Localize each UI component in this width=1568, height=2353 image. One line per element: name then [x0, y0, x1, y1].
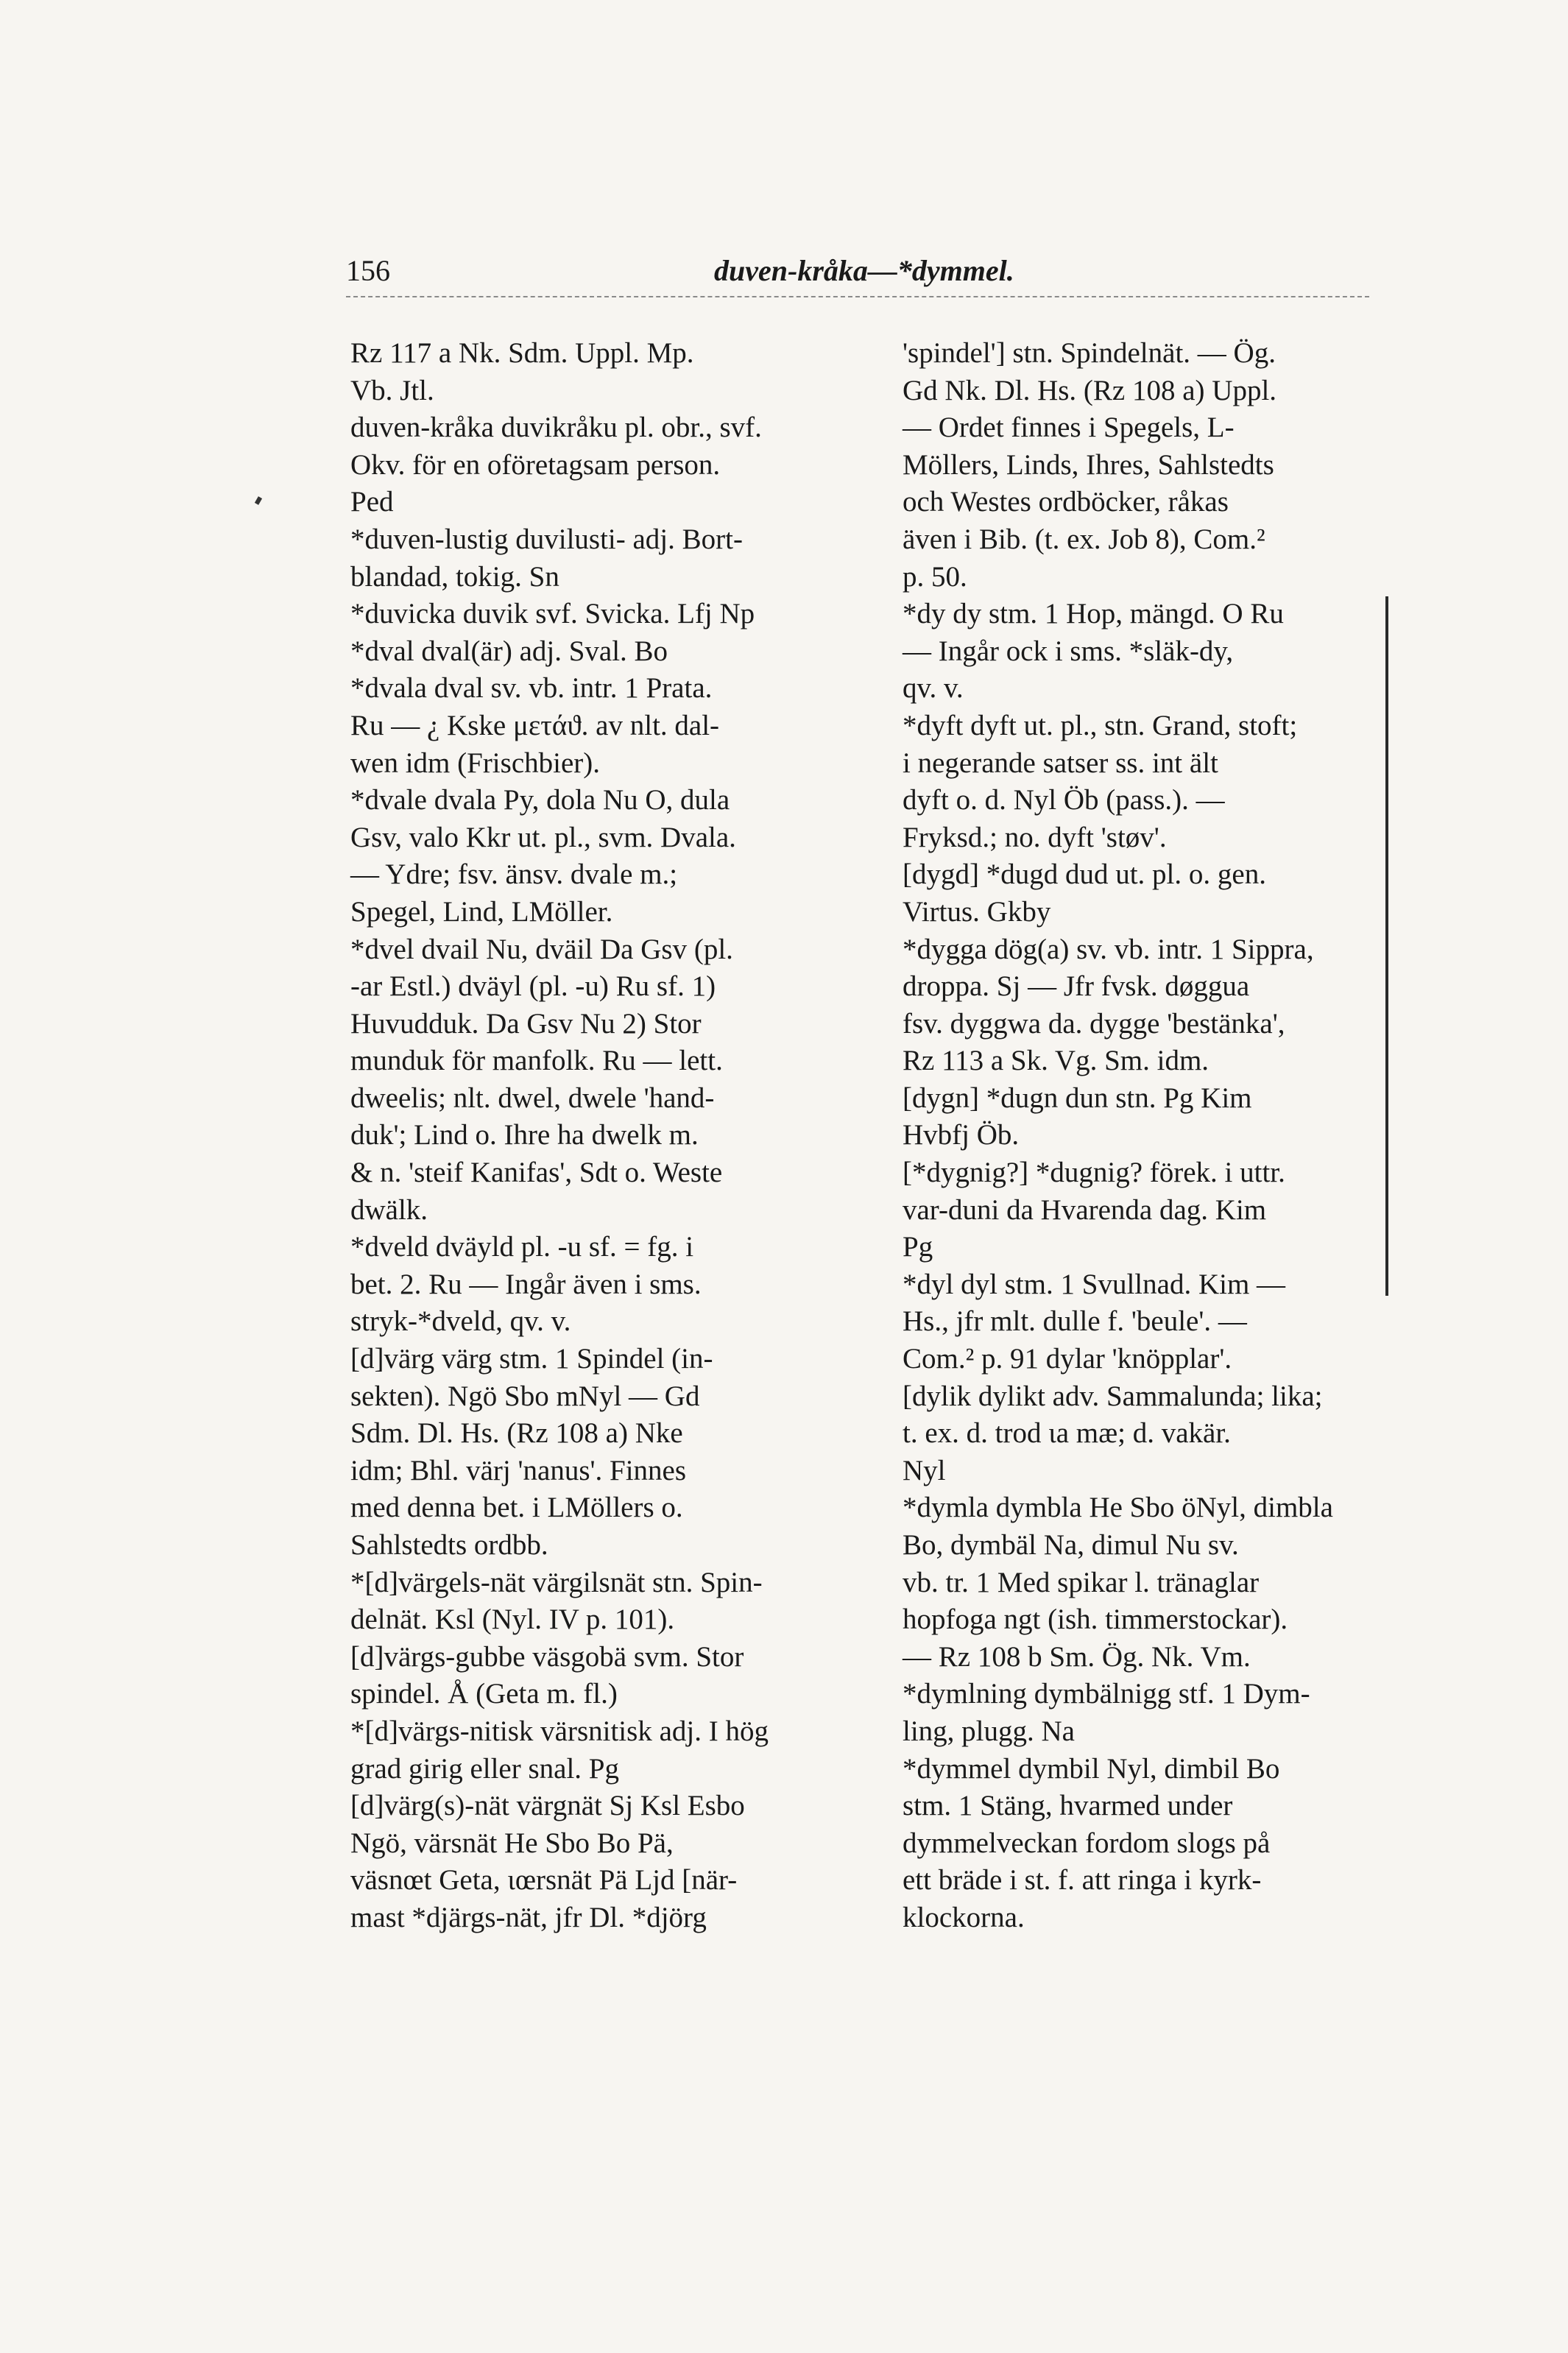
text-line: droppa. Sj — Jfr fvsk. døggua [903, 970, 1250, 1003]
margin-bar [1385, 596, 1388, 1296]
text-line: [d]värgs-gubbe väsgobä svm. Stor [350, 1640, 744, 1673]
text-line: *dyl dyl stm. 1 Svullnad. Kim — [903, 1268, 1286, 1300]
text-line: Nyl [903, 1454, 946, 1486]
text-line: stm. 1 Stäng, hvarmed under [903, 1790, 1233, 1822]
text-line: väsnœt Geta, ɩœrsnät Pä Ljd [när- [350, 1864, 738, 1897]
text-line: -ar Estl.) dväyl (pl. -u) Ru sf. 1) [350, 970, 716, 1003]
text-line: Ped [350, 486, 394, 518]
text-line: Vb. Jtl. [350, 374, 434, 406]
text-line: — Ingår ock i sms. *släk-dy, [903, 635, 1234, 667]
text-line: dymmelveckan fordom slogs på [903, 1827, 1271, 1859]
text-line: bet. 2. Ru — Ingår även i sms. [350, 1268, 702, 1300]
text-line: *dvale dvala Py, dola Nu O, dula [350, 784, 730, 816]
text-line: — Rz 108 b Sm. Ög. Nk. Vm. [903, 1640, 1251, 1673]
text-line: *duven-lustig duvilusti- adj. Bort- [350, 523, 743, 555]
text-line: dweelis; nlt. dwel, dwele 'hand- [350, 1082, 715, 1114]
text-line: — Ordet finnes i Spegels, L- [903, 412, 1235, 444]
text-line: Hvbfj Öb. [903, 1119, 1020, 1151]
text-line: & n. 'steif Kanifas', Sdt o. Weste [350, 1157, 723, 1189]
page-header [346, 250, 1369, 294]
text-line: stryk-*dveld, qv. v. [350, 1305, 571, 1338]
text-line: hopfoga ngt (ish. timmerstockar). [903, 1604, 1288, 1636]
text-line: vb. tr. 1 Med spikar l. tränaglar [903, 1566, 1260, 1598]
text-line: [dygn] *dugn dun stn. Pg Kim [903, 1082, 1252, 1114]
text-line: Virtus. Gkby [903, 895, 1051, 928]
text-line: Sahlstedts ordbb. [350, 1529, 548, 1561]
text-line: dwälk. [350, 1193, 428, 1226]
text-line: p. 50. [903, 560, 967, 593]
text-line: sekten). Ngö Sbo mNyl — Gd [350, 1380, 700, 1412]
text-line: ling, plugg. Na [903, 1715, 1075, 1747]
text-line: i negerande satser ss. int ält [903, 747, 1218, 779]
text-line: mast *djärgs-nät, jfr Dl. *djörg [350, 1901, 707, 1933]
text-line: även i Bib. (t. ex. Job 8), Com.² [903, 523, 1265, 555]
text-line: *dval dval(är) adj. Sval. Bo [350, 635, 668, 667]
margin-mark [255, 496, 262, 505]
text-line: duk'; Lind o. Ihre ha dwelk m. [350, 1119, 699, 1151]
text-line: wen idm (Frischbier). [350, 747, 601, 779]
running-head: duven-kråka—*dymmel. [714, 254, 1014, 287]
text-line: fsv. dyggwa da. dygge 'bestänka', [903, 1007, 1285, 1040]
text-line: ett bräde i st. f. att ringa i kyrk- [903, 1864, 1262, 1897]
text-line: Spegel, Lind, LMöller. [350, 895, 613, 928]
text-line: [*dygnig?] *dugnig? förek. i uttr. [903, 1157, 1285, 1189]
text-line: Rz 113 a Sk. Vg. Sm. idm. [903, 1045, 1209, 1077]
text-line: munduk för manfolk. Ru — lett. [350, 1045, 723, 1077]
text-line: *dvala dval sv. vb. intr. 1 Prata. [350, 672, 713, 705]
text-line: Ngö, värsnät He Sbo Bo Pä, [350, 1827, 674, 1859]
text-line: delnät. Ksl (Nyl. IV p. 101). [350, 1604, 675, 1636]
text-line: Sdm. Dl. Hs. (Rz 108 a) Nke [350, 1417, 683, 1450]
text-line: spindel. Å (Geta m. fl.) [350, 1678, 618, 1710]
text-line: Okv. för en oföretagsam person. [350, 448, 721, 481]
text-line: t. ex. d. trod ɩa mæ; d. vakär. [903, 1417, 1231, 1450]
text-line: Hs., jfr mlt. dulle f. 'beule'. — [903, 1305, 1247, 1338]
text-line: qv. v. [903, 672, 964, 705]
text-line: Pg [903, 1231, 933, 1263]
text-line: och Westes ordböcker, råkas [903, 486, 1229, 518]
text-line: *dygga dög(a) sv. vb. intr. 1 Sippra, [903, 933, 1314, 965]
text-line: Fryksd.; no. dyft 'støv'. [903, 821, 1167, 853]
text-line: var-duni da Hvarenda dag. Kim [903, 1193, 1267, 1226]
text-line: [dygd] *dugd dud ut. pl. o. gen. [903, 858, 1266, 891]
text-line: Huvudduk. Da Gsv Nu 2) Stor [350, 1007, 702, 1040]
text-line: *dveld dväyld pl. -u sf. = fg. i [350, 1231, 694, 1263]
text-line: grad girig eller snal. Pg [350, 1752, 619, 1785]
text-line: *dymmel dymbil Nyl, dimbil Bo [903, 1752, 1280, 1785]
text-line: klockorna. [903, 1901, 1025, 1933]
text-line: *dymla dymbla He Sbo öNyl, dimbla [903, 1492, 1333, 1524]
text-line: idm; Bhl. värj 'nanus'. Finnes [350, 1454, 687, 1486]
text-line: duven-kråka duvikråku pl. obr., svf. [350, 412, 762, 444]
text-line: Gd Nk. Dl. Hs. (Rz 108 a) Uppl. [903, 374, 1277, 406]
page-number: 156 [346, 254, 390, 287]
text-line: [d]värg värg stm. 1 Spindel (in- [350, 1343, 713, 1375]
text-line: Möllers, Linds, Ihres, Sahlstedts [903, 448, 1274, 481]
left-column [350, 335, 880, 1937]
text-line: *dyft dyft ut. pl., stn. Grand, stoft; [903, 709, 1298, 741]
text-line: blandad, tokig. Sn [350, 560, 559, 593]
text-line: Com.² p. 91 dylar 'knöpplar'. [903, 1343, 1232, 1375]
text-line: Ru — ¿ Kske μετάϑ. av nlt. dal- [350, 709, 720, 741]
text-line: [dylik dylikt adv. Sammalunda; lika; [903, 1380, 1323, 1412]
right-column [903, 335, 1374, 1937]
text-line: med denna bet. i LMöllers o. [350, 1492, 683, 1524]
text-line: dyft o. d. Nyl Öb (pass.). — [903, 784, 1225, 816]
text-line: Rz 117 a Nk. Sdm. Uppl. Mp. [350, 337, 694, 369]
text-line: *dvel dvail Nu, dväil Da Gsv (pl. [350, 933, 733, 965]
text-line: *dymlning dymbälnigg stf. 1 Dym- [903, 1678, 1310, 1710]
text-line: 'spindel'] stn. Spindelnät. — Ög. [903, 337, 1276, 369]
text-line: *duvicka duvik svf. Svicka. Lfj Np [350, 598, 755, 630]
text-line: Gsv, valo Kkr ut. pl., svm. Dvala. [350, 821, 736, 853]
text-line: *[d]värgels-nät värgilsnät stn. Spin- [350, 1566, 763, 1598]
text-line: Bo, dymbäl Na, dimul Nu sv. [903, 1529, 1239, 1561]
text-line: *[d]värgs-nitisk värsnitisk adj. I hög [350, 1715, 769, 1747]
text-line: *dy dy stm. 1 Hop, mängd. O Ru [903, 598, 1284, 630]
text-line: [d]värg(s)-nät värgnät Sj Ksl Esbo [350, 1790, 745, 1822]
text-line: — Ydre; fsv. änsv. dvale m.; [350, 858, 678, 891]
header-rule [346, 296, 1369, 297]
